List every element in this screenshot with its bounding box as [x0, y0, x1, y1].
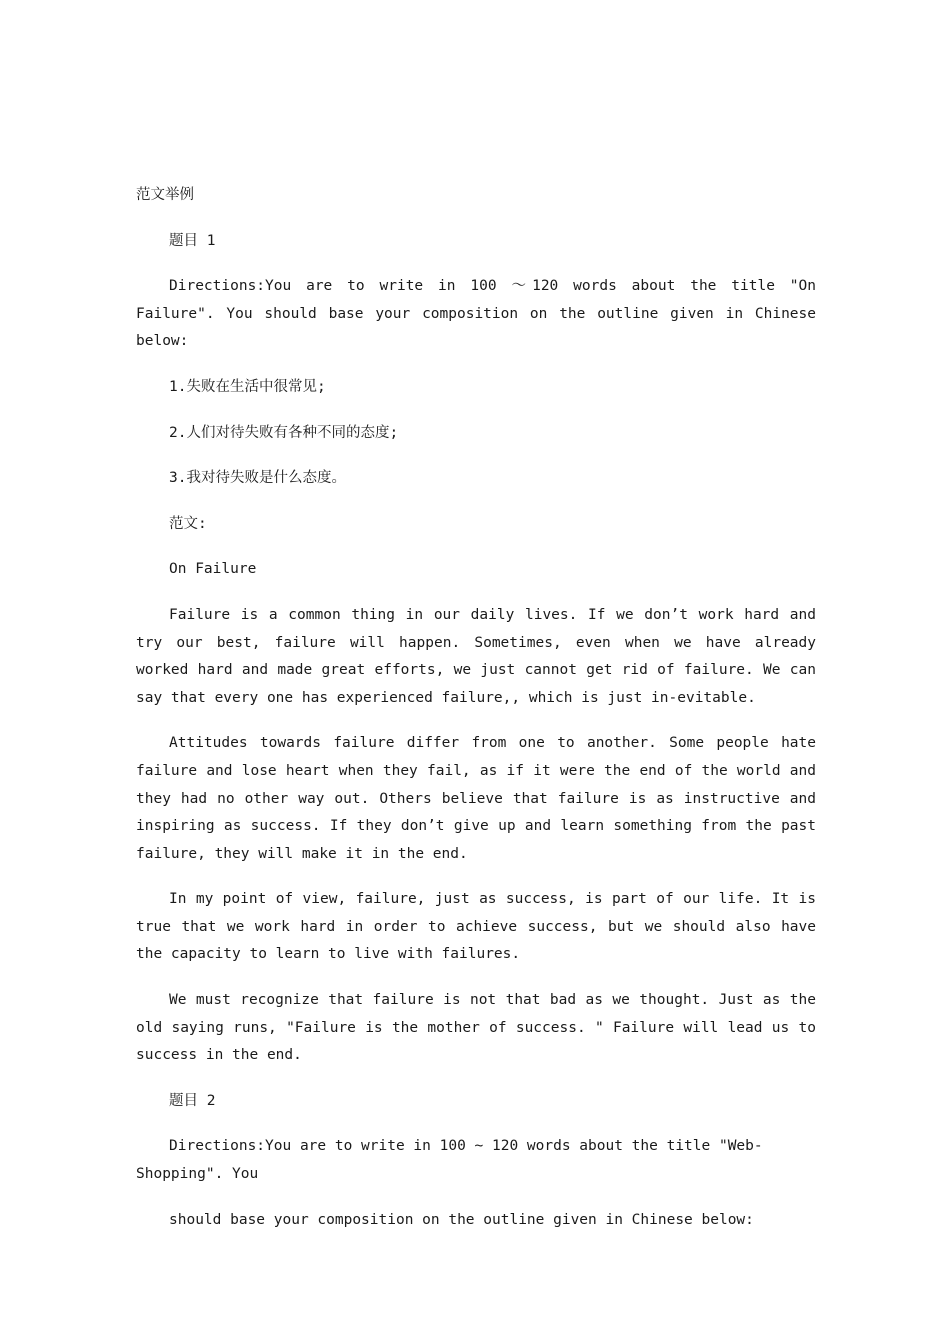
essay-paragraph-1: Failure is a common thing in our daily lives. If we don’t work hard and try our best, failure will happen. Sometimes, even when we have already worked hard and made great efforts, we just cannot get rid of failure. We can say that every one has experienced failure,, which is just in-evitable.	[136, 606, 816, 706]
topic-1-directions: Directions:You are to write in 100 ～120 words about the title "On Failure". You should base your composition on the outline given in Chinese below:	[136, 278, 816, 350]
outline-item-2: 2.人们对待失败有各种不同的态度;	[169, 424, 399, 441]
sample-essay-label: 范文:	[169, 515, 207, 532]
document-page	[136, 182, 816, 1252]
topic-1-label: 题目 1	[169, 232, 216, 249]
topic-2-directions-continued: should base your composition on the outline given in Chinese below:	[169, 1211, 754, 1228]
essay-paragraph-3: In my point of view, failure, just as success, is part of our life. It is true that we work hard in order to achieve success, but we should also have the capacity to learn to live with failures.	[136, 891, 816, 963]
section-title: 范文举例	[136, 187, 194, 203]
outline-item-3: 3.我对待失败是什么态度。	[169, 470, 346, 487]
topic-2-label: 题目 2	[169, 1092, 216, 1109]
outline-item-1: 1.失败在生活中很常见;	[169, 378, 326, 395]
essay-paragraph-2: Attitudes towards failure differ from one to another. Some people hate failure and lose heart when they fail, as if it were the end of the world and they had no other way out. Others believe that failure is as instructive and inspiring as success. If they don’t give up and learn something from the past failure, they will make it in the end.	[136, 735, 816, 862]
essay-paragraph-4: We must recognize that failure is not that bad as we thought. Just as the old saying runs, "Failure is the mother of success. " Failure will lead us to success in the end.	[136, 992, 816, 1064]
essay-title: On Failure	[169, 561, 257, 578]
topic-2-directions: Directions:You are to write in 100 ~ 120 words about the title "Web-Shopping". You	[136, 1138, 763, 1183]
